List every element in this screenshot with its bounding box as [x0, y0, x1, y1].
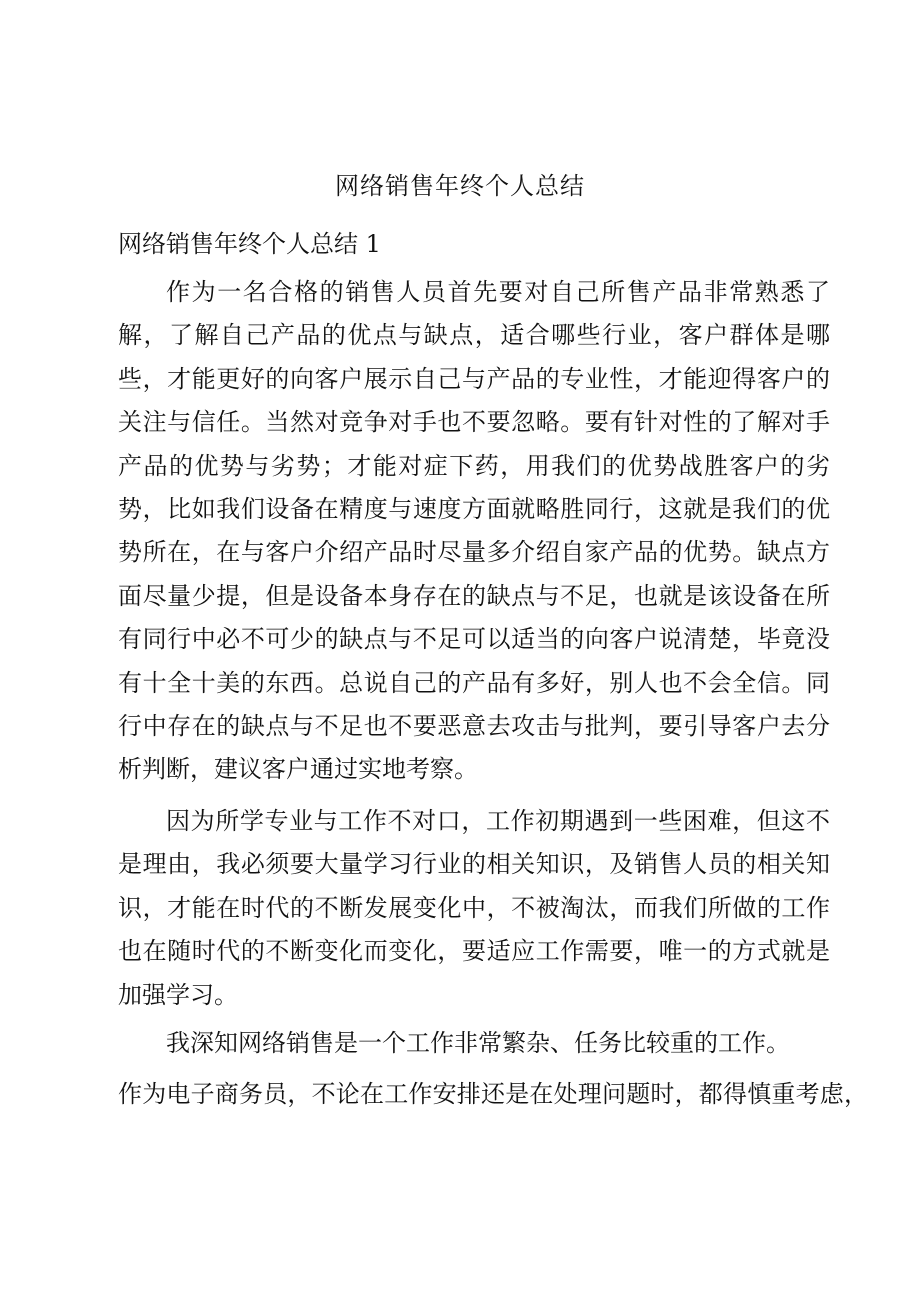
section-heading: 网络销售年终个人总结 1 — [118, 230, 381, 258]
paragraph-2: 因为所学专业与工作不对口，工作初期遇到一些困难，但这不是理由，我必须要大量学习行业的相关知识，及销售人员的相关知识，才能在时代的不断发展变化中，不被淘汰，而我们所做的工作也在随时代的不断变化而变化，要适应工作需要，唯一的方式就是加强学习。 — [118, 807, 830, 1009]
paragraph-3: 我深知网络销售是一个工作非常繁杂、任务比较重的工作。 — [166, 1029, 790, 1057]
document-title: 网络销售年终个人总结 — [335, 172, 585, 200]
paragraph-1: 作为一名合格的销售人员首先要对自己所售产品非常熟悉了解，了解自己产品的优点与缺点，适合哪些行业，客户群体是哪些，才能更好的向客户展示自己与产品的专业性，才能迎得客户的关注与信任。当然对竞争对手也不要忽略。要有针对性的了解对手产品的优势与劣势；才能对症下药，用我们的优势战胜客户的劣势，比如我们设备在精度与速度方面就略胜同行，这就是我们的优势所在，在与客户介绍产品时尽量多介绍自家产品的优势。缺点方面尽量少提，但是设备本身存在的缺点与不足，也就是该设备在所有同行中必不可少的缺点与不足可以适当的向客户说清楚，毕竟没有十全十美的东西。总说自己的产品有多好，别人也不会全信。同行中存在的缺点与不足也不要恶意去攻击与批判，要引导客户去分析判断，建议客户通过实地考察。 — [118, 278, 830, 784]
paragraph-4: 作为电子商务员，不论在工作安排还是在处理问题时，都得慎重考虑， — [118, 1080, 869, 1108]
